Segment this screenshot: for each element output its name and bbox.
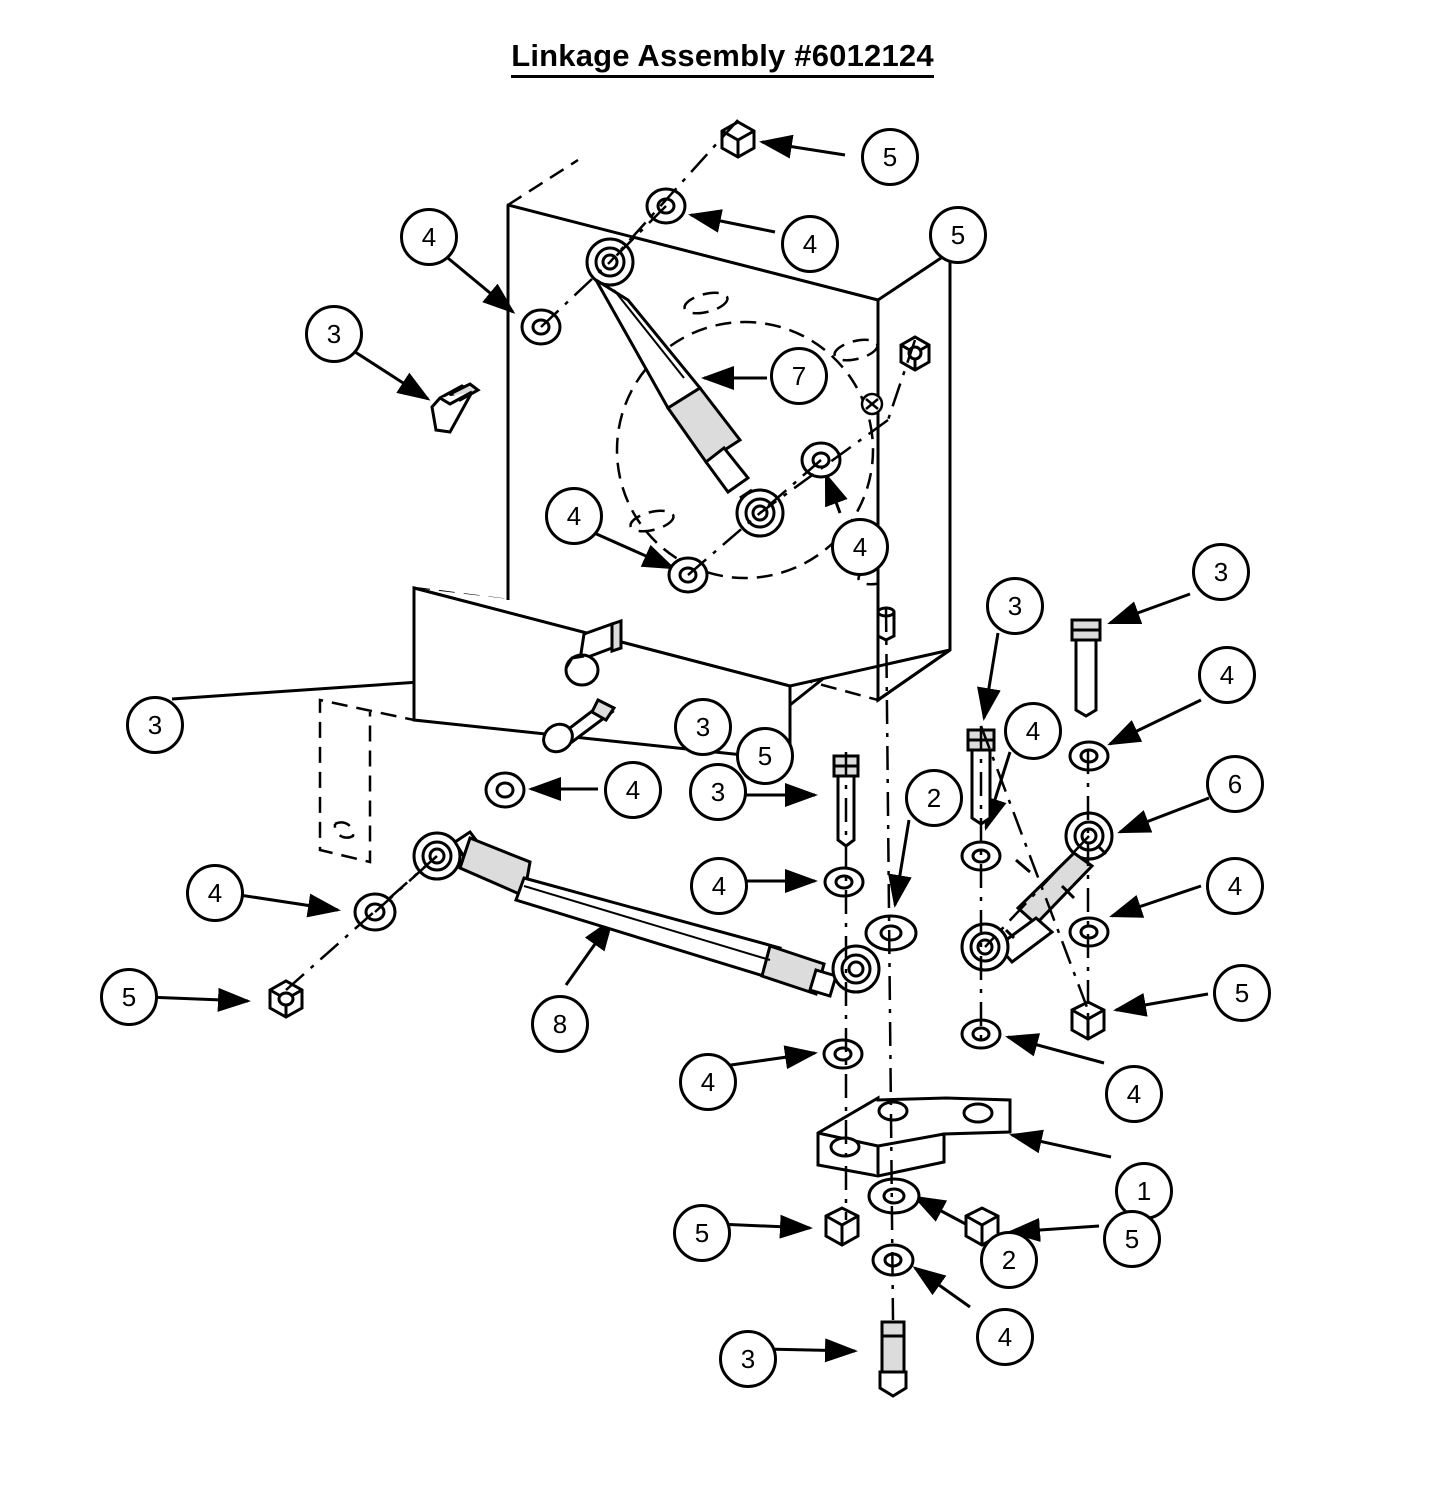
callout-label: 4 [421, 221, 437, 252]
callout-balloon-3[interactable] [1192, 543, 1250, 601]
callout-balloon-3[interactable] [689, 763, 747, 821]
leader-line [1012, 1135, 1111, 1157]
callout-balloon-4[interactable] [186, 864, 244, 922]
callout-label: 3 [147, 709, 163, 740]
part-4-washer [825, 868, 863, 896]
leader-line [826, 475, 840, 513]
leader-line [724, 1053, 815, 1066]
callout-balloon-5[interactable] [861, 128, 919, 186]
part-5-nut [826, 1208, 858, 1245]
callout-balloon-4[interactable] [831, 518, 889, 576]
callout-label: 5 [1234, 977, 1250, 1008]
callout-label: 3 [1213, 556, 1229, 587]
callout-label: 4 [852, 531, 868, 562]
page-title: Linkage Assembly #6012124 [0, 38, 1445, 74]
leader-line [764, 1349, 855, 1351]
part-2-washer [869, 1179, 919, 1213]
callout-label: 3 [326, 318, 342, 349]
callout-balloon-5[interactable] [100, 968, 158, 1026]
callout-balloon-5[interactable] [1213, 964, 1271, 1022]
callout-balloon-4[interactable] [690, 857, 748, 915]
callout-balloon-4[interactable] [1004, 702, 1062, 760]
part-5-nut [722, 122, 754, 157]
callout-balloon-4[interactable] [604, 761, 662, 819]
callout-label: 3 [695, 711, 711, 742]
callout-balloon-5[interactable] [929, 206, 987, 264]
leader-line [915, 1268, 970, 1307]
callout-label: 3 [1007, 590, 1023, 621]
part-2-washer [866, 916, 916, 950]
leader-line [592, 532, 673, 568]
leader-line [1110, 594, 1190, 623]
callout-label: 3 [740, 1343, 756, 1374]
callout-label: 7 [791, 360, 807, 391]
leader-line [691, 215, 775, 232]
leader-line [1112, 886, 1201, 916]
callout-balloon-2[interactable] [905, 769, 963, 827]
callout-label: 2 [926, 782, 942, 813]
leader-line [1120, 798, 1209, 832]
leader-line [1008, 1037, 1104, 1063]
leader-line [233, 894, 338, 910]
callout-balloon-4[interactable] [1206, 857, 1264, 915]
part-4-washer [824, 1040, 862, 1068]
callout-label: 4 [997, 1321, 1013, 1352]
callout-label: 4 [1227, 870, 1243, 901]
callout-balloon-3[interactable] [305, 305, 363, 363]
callout-label: 4 [802, 228, 818, 259]
callout-balloon-6[interactable] [1206, 755, 1264, 813]
leader-line [1110, 700, 1201, 744]
part-3-bolt [880, 1322, 906, 1396]
callout-label: 6 [1227, 768, 1243, 799]
leader-line [895, 820, 909, 905]
callout-balloon-4[interactable] [1105, 1065, 1163, 1123]
part-7-link-rod [587, 239, 783, 536]
callout-label: 4 [1126, 1078, 1142, 1109]
leader-line [146, 997, 248, 1001]
leader-line [1010, 1226, 1099, 1232]
callout-label: 4 [207, 877, 223, 908]
part-3-bolt [1072, 620, 1100, 716]
callout-label: 3 [710, 776, 726, 807]
callout-label: 4 [700, 1066, 716, 1097]
leader-line [1116, 994, 1208, 1010]
callout-label: 8 [552, 1008, 568, 1039]
callout-label: 4 [625, 774, 641, 805]
callout-label: 4 [566, 500, 582, 531]
callout-label: 4 [1025, 715, 1041, 746]
leader-line [443, 254, 513, 312]
part-8-long-rod [414, 832, 879, 996]
callout-label: 5 [950, 219, 966, 250]
callout-label: 5 [882, 141, 898, 172]
callout-balloon-3[interactable] [126, 696, 184, 754]
callout-balloon-8[interactable] [531, 995, 589, 1053]
callout-balloon-7[interactable] [770, 347, 828, 405]
callout-label: 5 [757, 740, 773, 771]
callout-balloon-4[interactable] [976, 1308, 1034, 1366]
callout-balloon-4[interactable] [781, 215, 839, 273]
callout-label: 5 [1124, 1223, 1140, 1254]
callout-balloon-5[interactable] [736, 727, 794, 785]
leader-line [566, 920, 612, 985]
callout-label: 5 [694, 1217, 710, 1248]
part-3-bolt [432, 384, 478, 432]
callout-label: 4 [711, 870, 727, 901]
callout-balloon-4[interactable] [1198, 646, 1256, 704]
callout-balloon-2[interactable] [980, 1231, 1038, 1289]
callout-label: 1 [1136, 1175, 1152, 1206]
callout-balloon-3[interactable] [719, 1330, 777, 1388]
part-4-washer [486, 773, 524, 807]
callout-balloon-4[interactable] [400, 208, 458, 266]
callout-balloon-4[interactable] [679, 1053, 737, 1111]
leader-line [718, 1224, 810, 1228]
callout-balloon-4[interactable] [545, 487, 603, 545]
callout-balloon-3[interactable] [986, 577, 1044, 635]
leader-line [352, 350, 428, 399]
callout-label: 5 [121, 981, 137, 1012]
part-5-nut [270, 981, 302, 1017]
leader-line [984, 633, 998, 718]
bracket-screw [862, 394, 882, 414]
callout-balloon-5[interactable] [1103, 1210, 1161, 1268]
callout-balloon-3[interactable] [674, 698, 732, 756]
callout-label: 4 [1219, 659, 1235, 690]
leader-line [762, 142, 845, 155]
callout-balloon-5[interactable] [673, 1204, 731, 1262]
callout-label: 2 [1001, 1244, 1017, 1275]
